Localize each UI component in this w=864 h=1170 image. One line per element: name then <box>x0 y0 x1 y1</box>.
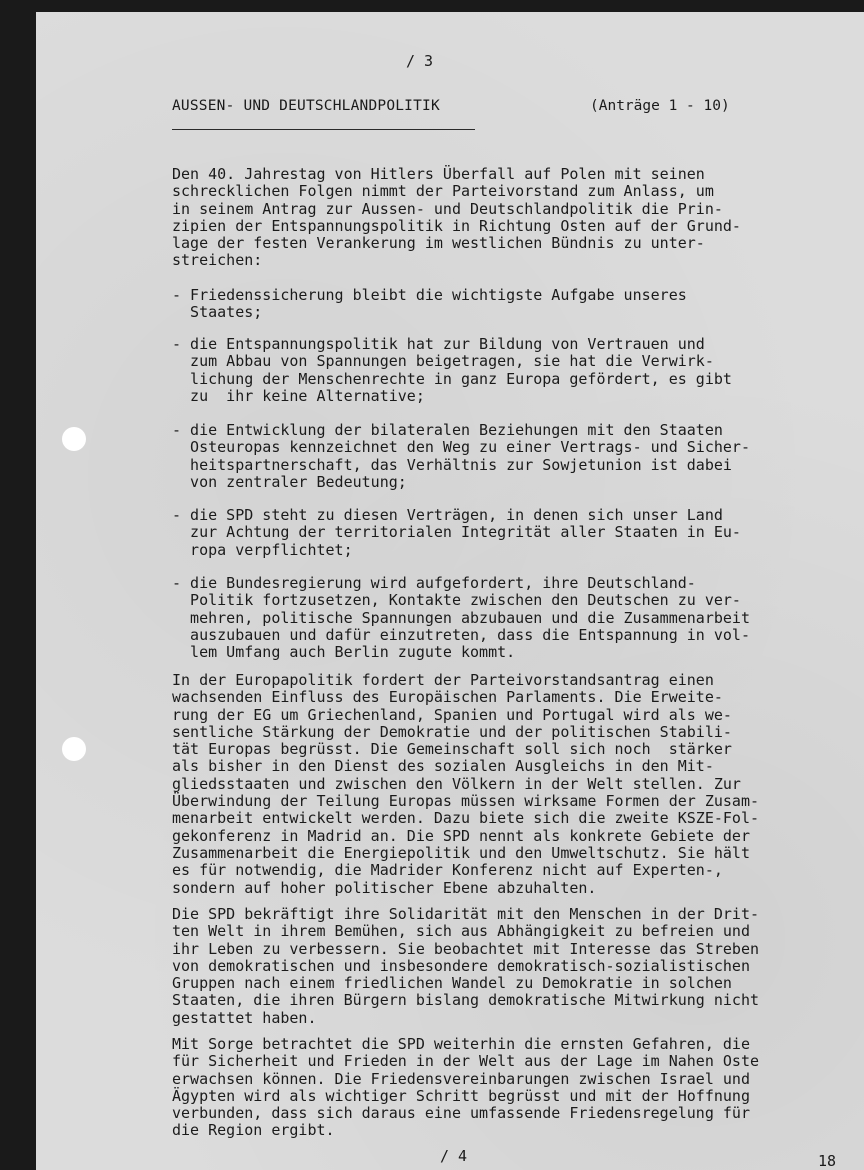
scan-border-top <box>0 0 864 12</box>
intro-paragraph: Den 40. Jahrestag von Hitlers Überfall auf Polen mit seinen schrecklichen Folgen nimmt der Parteivorstand zum Anlass, um in seinem Antrag zur Aussen- und Deutschlandpolitik die Prin- zipien der Entspannungspolitik in Richtung Osten auf der Grund- lage der festen Verankerung im westlichen Bündnis zu unter- streichen: <box>172 165 741 270</box>
heading-underline <box>172 129 475 130</box>
section-heading: AUSSEN- UND DEUTSCHLANDPOLITIK <box>172 98 440 114</box>
motions-reference: (Anträge 1 - 10) <box>590 98 730 114</box>
punch-hole-lower <box>62 737 86 761</box>
bullet-item-detente: - die Entspannungspolitik hat zur Bildung von Vertrauen und zum Abbau von Spannungen beigetragen, sie hat die Verwirk- lichung der Menschenrechte in ganz Europa gefördert, es gibt zu ihr keine Alternative; <box>172 335 732 405</box>
document-page <box>36 12 864 1170</box>
corner-page-mark: 18 <box>818 1152 837 1170</box>
bullet-item-treaties: - die SPD steht zu diesen Verträgen, in denen sich unser Land zur Achtung der territorialen Integrität aller Staaten in Eu- ropa verpflichtet; <box>172 506 741 559</box>
bullet-item-peace: - Friedenssicherung bleibt die wichtigste Aufgabe unseres Staates; <box>172 286 687 322</box>
bullet-item-bilateral: - die Entwicklung der bilateralen Beziehungen mit den Staaten Osteuropas kennzeichnet den Weg zu einer Vertrags- und Sicher- heitspartnerschaft, das Verhältnis zur Sowjetunion ist dabei von zentraler Bedeutung; <box>172 421 750 491</box>
page-number-bottom: / 4 <box>440 1147 468 1165</box>
bullet-item-federal-government: - die Bundesregierung wird aufgefordert, ihre Deutschland- Politik fortzusetzen, Kontakte zwischen den Deutschen zu ver- mehren, politische Spannungen abzubauen und die Zusammenarbeit auszubauen und dafür einzutreten, dass die Entspannung in vol- lem Umfang auch Berlin zugute kommt. <box>172 574 750 662</box>
middle-east-paragraph: Mit Sorge betrachtet die SPD weiterhin die ernsten Gefahren, die für Sicherheit und Frieden in der Welt aus der Lage im Nahen Oste erwachsen können. Die Friedensvereinbarungen zwischen Israel und Ägypten wird als wichtiger Schritt begrüsst und mit der Hoffnung verbunden, dass sich daraus eine umfassende Friedensregelung für die Region ergibt. <box>172 1035 759 1140</box>
punch-hole-upper <box>62 427 86 451</box>
third-world-paragraph: Die SPD bekräftigt ihre Solidarität mit den Menschen in der Drit- ten Welt in ihrem Bemühen, sich aus Abhängigkeit zu befreien und ihr Leben zu verbessern. Sie beobachtet mit Interesse das Streben von demokratischen und insbesondere demokratisch-sozialistischen Gruppen nach einem friedlichen Wandel zu Demokratie in solchen Staaten, die ihren Bürgern bislang demokratische Mitwirkung nicht gestattet haben. <box>172 905 759 1027</box>
europe-paragraph: In der Europapolitik fordert der Parteivorstandsantrag einen wachsenden Einfluss des Europäischen Parlaments. Die Erweite- rung der EG um Griechenland, Spanien und Portugal wird als we- sentliche Stärkung der Demokratie und der politischen Stabili- tät Europas begrüsst. Die Gemeinschaft soll sich noch stärker als bisher in den Dienst des sozialen Ausgleichs in den Mit- gliedsstaaten und zwischen den Völkern in der Welt stellen. Zur Überwindung der Teilung Europas müssen wirksame Formen der Zusam- menarbeit entwickelt werden. Dazu biete sich die zweite KSZE-Fol- gekonferenz in Madrid an. Die SPD nennt als konkrete Gebiete der Zusammenarbeit die Energiepolitik und den Umweltschutz. Sie hält es für notwendig, die Madrider Konferenz nicht auf Experten-, sondern auf hoher politischer Ebene abzuhalten. <box>172 671 759 897</box>
page-number-top: / 3 <box>406 52 434 70</box>
scan-border-left <box>0 0 36 1170</box>
